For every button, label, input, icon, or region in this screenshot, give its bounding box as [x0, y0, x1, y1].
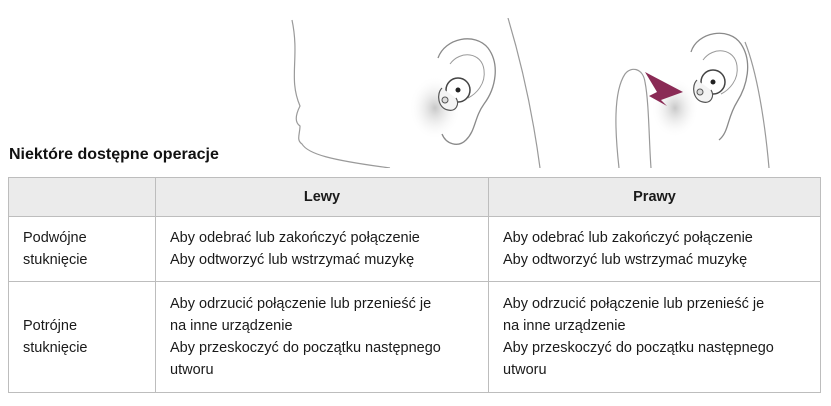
header-left: Lewy [156, 178, 489, 217]
cell-right-double-tap [489, 217, 821, 282]
header-right: Prawy [489, 178, 821, 217]
table-header-row [9, 178, 821, 217]
cell-line: na inne urządzenie [503, 318, 626, 334]
cell-line: utworu [503, 362, 547, 378]
ear-earbud-tap-illustration [270, 18, 560, 168]
row-label-triple-tap [9, 282, 156, 393]
cell-right-triple-tap [489, 282, 821, 393]
cell-line: na inne urządzenie [170, 318, 293, 334]
cell-line: Aby odebrać lub zakończyć połączenie [170, 230, 420, 246]
cell-line: Aby odrzucić połączenie lub przenieść je [170, 296, 432, 312]
section-title: Niektóre dostępne operacje [9, 146, 219, 163]
cell-line: Aby przeskoczyć do początku następnego [170, 340, 441, 356]
row-label-line: Potrójne [23, 318, 78, 334]
cell-left-double-tap [156, 217, 489, 282]
cell-line: Aby odtworzyć lub wstrzymać muzykę [503, 252, 748, 268]
operations-table [8, 177, 821, 393]
row-label-line: Podwójne [23, 230, 87, 246]
row-label-line: stuknięcie [23, 340, 88, 356]
cell-line: utworu [170, 362, 214, 378]
cell-line: Aby odrzucić połączenie lub przenieść je [503, 296, 765, 312]
cell-line: Aby przeskoczyć do początku następnego [503, 340, 774, 356]
cell-line: Aby odtworzyć lub wstrzymać muzykę [170, 252, 415, 268]
illustrations [0, 0, 831, 168]
table-row-double-tap [9, 217, 821, 282]
header-corner-cell [9, 178, 156, 217]
cell-left-triple-tap [156, 282, 489, 393]
table-row-triple-tap [9, 282, 821, 393]
row-label-double-tap [9, 217, 156, 282]
row-label-line: stuknięcie [23, 252, 88, 268]
ear-earbud-tap-arrow-illustration [605, 22, 785, 168]
cell-line: Aby odebrać lub zakończyć połączenie [503, 230, 753, 246]
